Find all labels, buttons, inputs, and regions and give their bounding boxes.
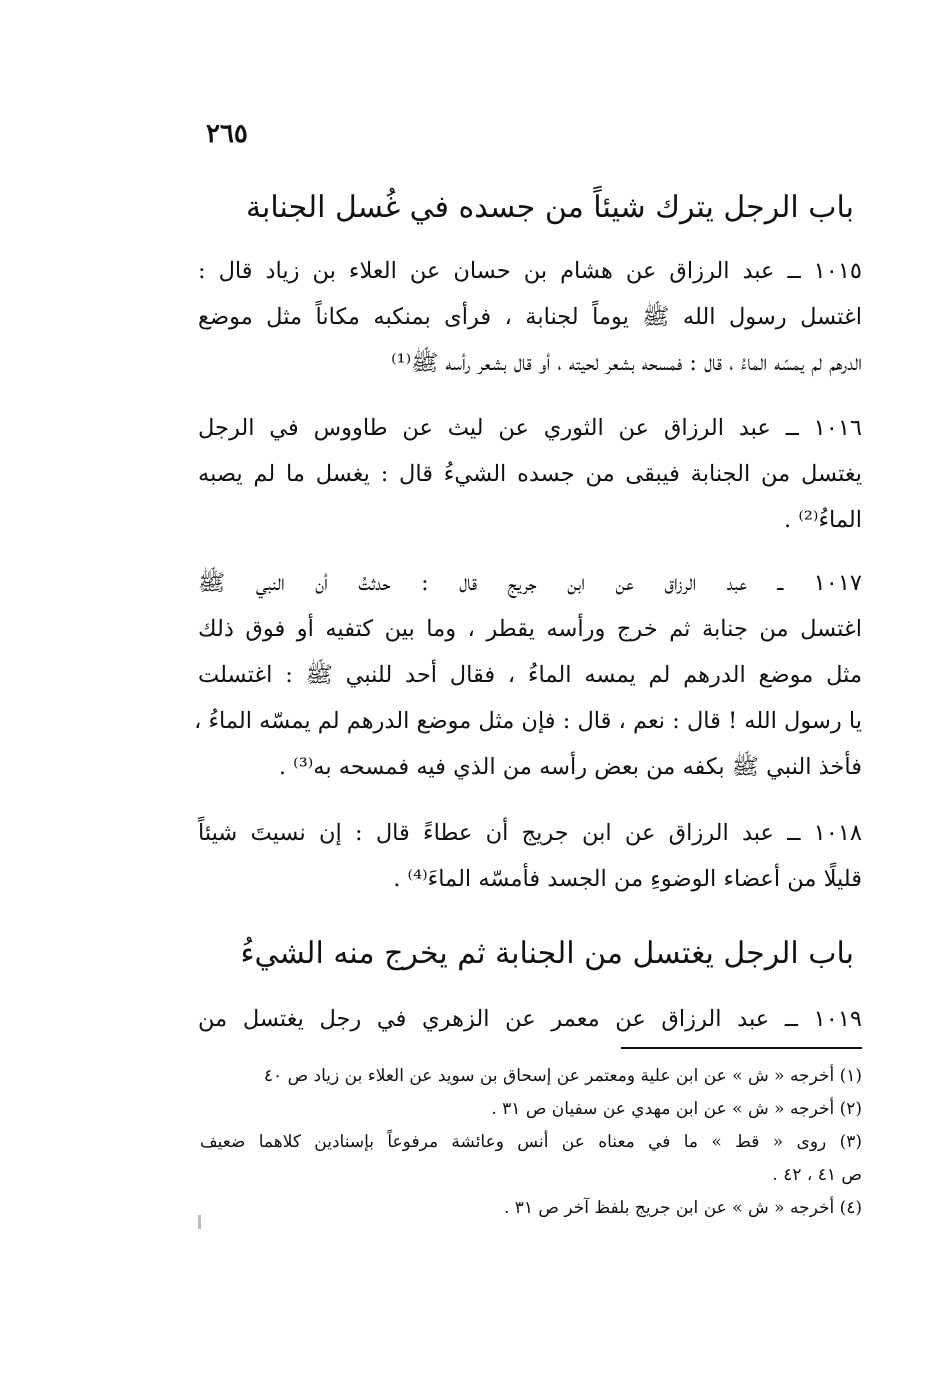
hadith-line: ١٠١٨ ــ عبد الرزاق عن ابن جريج أن عطاءً قال : إن نسيتَ شيئاً (198, 820, 862, 846)
footnote-1: (١) أخرجه « ش » عن ابن علية ومعتمر عن إسحاق بن سويد عن العلاء بن زياد ص ٤٠ (263, 1066, 862, 1086)
scan-mark (198, 1215, 201, 1229)
section-heading-2: باب الرجل يغتسل من الجنابة ثم يخرج منه الشيءُ (240, 936, 854, 971)
hadith-line: ١٠١٥ ــ عبد الرزاق عن هشام بن حسان عن العلاء بن زياد قال : (198, 258, 862, 284)
hadith-line: ١٠١٧ ــ عبد الرزاق عن ابن جريج قال : حدثتُ أن النبي ﷺ (198, 570, 862, 596)
hadith-line: ١٠١٦ ــ عبد الرزاق عن الثوري عن ليث عن طاووس في الرجل (198, 415, 862, 441)
footnote-2: (٢) أخرجه « ش » عن ابن مهدي عن سفيان ص ٣١ . (491, 1099, 862, 1119)
hadith-line: يا رسول الله ! قال : نعم ، قال : فإن مثل موضع الدرهم لم يمسّه الماءُ ، (194, 708, 862, 734)
footnote-4: (٤) أخرجه « ش » عن ابن جريج بلفظ آخر ص ٣١ . (503, 1198, 862, 1218)
section-heading-1: باب الرجل يترك شيئاً من جسده في غُسل الجنابة (245, 190, 854, 225)
hadith-line: فأخذ النبي ﷺ بكفه من بعض رأسه من الذي فيه فمسحه به⁽³⁾ . (278, 754, 862, 780)
hadith-line: ١٠١٩ ــ عبد الرزاق عن معمر عن الزهري في رجل يغتسل من (198, 1006, 862, 1032)
footnote-3: (٣) روى « قط » ما في معناه عن أنس وعائشة مرفوعاً بإسنادين كلاهما ضعيف (200, 1132, 862, 1152)
hadith-line: قليلًا من أعضاء الوضوءِ من الجسد فأمسّه الماءَ⁽⁴⁾ . (393, 866, 862, 892)
footnotes (200, 1060, 862, 1225)
hadith-line: الماءُ⁽²⁾ . (784, 507, 862, 533)
hadith-1016 (198, 405, 862, 543)
hadith-1015 (198, 248, 862, 386)
hadith-1017 (194, 560, 862, 790)
hadith-line: يغتسل من الجنابة فيبقى من جسده الشيءُ قال : يغسل ما لم يصبه (198, 461, 862, 487)
hadith-1019 (198, 996, 862, 1042)
footnote-3-continued: ص ٤١ ، ٤٢ . (772, 1165, 862, 1185)
hadith-1018 (198, 810, 862, 902)
footnote-divider (621, 1047, 862, 1049)
hadith-line: اغتسل من جنابة ثم خرج ورأسه يقطر ، وما بين كتفيه أو فوق ذلك (198, 616, 862, 642)
hadith-line: اغتسل رسول الله ﷺ يوماً لجنابة ، فرأى بمنكبه مكاناً مثل موضع (198, 304, 862, 330)
hadith-line: الدرهم لم يمسّه الماءُ ، قال : فمسحه بشعر لحيته ، أو قال بشعر رأسه ﷺ⁽¹⁾ (391, 350, 862, 376)
hadith-line: مثل موضع الدرهم لم يمسه الماءُ ، فقال أحد للنبي ﷺ : اغتسلت (198, 662, 862, 688)
page-number: ٢٦٥ (206, 119, 248, 149)
